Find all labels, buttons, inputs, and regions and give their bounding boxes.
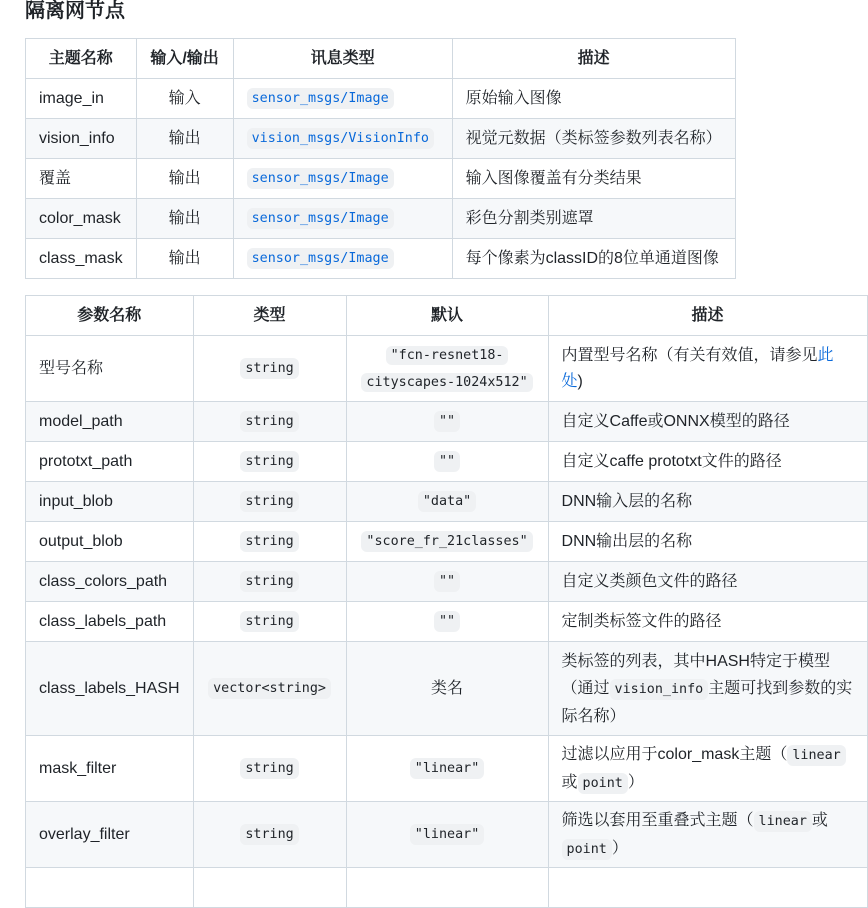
topics-header-row bbox=[26, 39, 736, 79]
param-name: class_labels_path bbox=[26, 602, 194, 642]
param-type: string bbox=[240, 758, 298, 779]
parameters-table bbox=[25, 295, 868, 908]
topic-io: 输入 bbox=[136, 79, 233, 119]
topic-io: 输出 bbox=[136, 159, 233, 199]
table-row bbox=[26, 402, 868, 442]
section-title: 隔离网节点 bbox=[25, 0, 125, 22]
inline-code: vision_info bbox=[610, 679, 709, 700]
param-default: "" bbox=[434, 451, 460, 472]
param-description: 自定义caffe prototxt文件的路径 bbox=[548, 442, 867, 482]
topic-name: class_mask bbox=[26, 239, 137, 279]
param-description: 自定义类颜色文件的路径 bbox=[548, 562, 867, 602]
param-name: class_labels_HASH bbox=[26, 642, 194, 736]
param-name: overlay_filter bbox=[26, 802, 194, 868]
topic-name: image_in bbox=[26, 79, 137, 119]
message-type-link[interactable]: sensor_msgs/Image bbox=[247, 88, 394, 109]
header-param-name: 参数名称 bbox=[26, 296, 194, 336]
table-row bbox=[26, 119, 736, 159]
param-default: "" bbox=[434, 611, 460, 632]
header-description: 描述 bbox=[548, 296, 867, 336]
params-header-row bbox=[26, 296, 868, 336]
topic-description: 视觉元数据（类标签参数列表名称） bbox=[452, 119, 735, 159]
topic-name: 覆盖 bbox=[26, 159, 137, 199]
param-type: string bbox=[240, 531, 298, 552]
table-row bbox=[26, 159, 736, 199]
topic-io: 输出 bbox=[136, 119, 233, 159]
param-type: string bbox=[240, 411, 298, 432]
param-name: model_path bbox=[26, 402, 194, 442]
header-type: 类型 bbox=[193, 296, 346, 336]
inline-code: linear bbox=[754, 811, 812, 832]
param-description: 过滤以应用于color_mask主题（ linear 或 point ） bbox=[548, 736, 867, 802]
param-type: string bbox=[240, 451, 298, 472]
param-type: string bbox=[240, 824, 298, 845]
param-description: 定制类标签文件的路径 bbox=[548, 602, 867, 642]
param-default: "fcn-resnet18- cityscapes-1024x512" bbox=[361, 342, 532, 396]
param-description: DNN输出层的名称 bbox=[548, 522, 867, 562]
topic-io: 输出 bbox=[136, 239, 233, 279]
message-type-link[interactable]: sensor_msgs/Image bbox=[247, 248, 394, 269]
table-row bbox=[26, 239, 736, 279]
table-row bbox=[26, 736, 868, 802]
param-default: "" bbox=[434, 411, 460, 432]
table-row bbox=[26, 199, 736, 239]
param-default: "linear" bbox=[410, 758, 485, 779]
topic-description: 输入图像覆盖有分类结果 bbox=[452, 159, 735, 199]
param-default: "score_fr_21classes" bbox=[361, 531, 532, 552]
topics-table bbox=[25, 38, 736, 279]
table-row bbox=[26, 522, 868, 562]
param-default: "linear" bbox=[410, 824, 485, 845]
topic-io: 输出 bbox=[136, 199, 233, 239]
header-io: 输入/输出 bbox=[136, 39, 233, 79]
param-name: mask_filter bbox=[26, 736, 194, 802]
param-description: 筛选以套用至重叠式主题（ linear 或 point ） bbox=[548, 802, 867, 868]
inline-code: point bbox=[578, 773, 628, 794]
inline-code: point bbox=[562, 839, 612, 860]
header-description: 描述 bbox=[452, 39, 735, 79]
header-message-type: 讯息类型 bbox=[233, 39, 452, 79]
param-name: input_blob bbox=[26, 482, 194, 522]
param-default: 类名 bbox=[346, 642, 548, 736]
models-link[interactable]: 此处 bbox=[561, 346, 834, 390]
table-row bbox=[26, 642, 868, 736]
table-row bbox=[26, 336, 868, 402]
message-type-link[interactable]: sensor_msgs/Image bbox=[247, 208, 394, 229]
param-type: string bbox=[240, 571, 298, 592]
param-type: string bbox=[240, 358, 298, 379]
header-topic-name: 主题名称 bbox=[26, 39, 137, 79]
table-row bbox=[26, 602, 868, 642]
message-type-link[interactable]: sensor_msgs/Image bbox=[247, 168, 394, 189]
table-row bbox=[26, 802, 868, 868]
param-description: DNN输入层的名称 bbox=[548, 482, 867, 522]
header-default: 默认 bbox=[346, 296, 548, 336]
table-row bbox=[26, 868, 868, 908]
param-description: 内置型号名称（有关有效值，请参见此处) bbox=[548, 336, 867, 402]
topic-description: 每个像素为classID的8位单通道图像 bbox=[452, 239, 735, 279]
table-row bbox=[26, 482, 868, 522]
message-type-link[interactable]: vision_msgs/VisionInfo bbox=[247, 128, 434, 149]
param-name: class_colors_path bbox=[26, 562, 194, 602]
inline-code: linear bbox=[787, 745, 845, 766]
param-type: string bbox=[240, 491, 298, 512]
param-name: prototxt_path bbox=[26, 442, 194, 482]
param-default: "" bbox=[434, 571, 460, 592]
topic-name: vision_info bbox=[26, 119, 137, 159]
param-name: output_blob bbox=[26, 522, 194, 562]
topic-name: color_mask bbox=[26, 199, 137, 239]
param-description: 类标签的列表，其中HASH特定于模型（通过 vision_info 主题可找到参数的实际名称） bbox=[548, 642, 867, 736]
param-name: 型号名称 bbox=[26, 336, 194, 402]
topic-description: 原始输入图像 bbox=[452, 79, 735, 119]
param-type: vector<string> bbox=[208, 678, 331, 699]
table-row bbox=[26, 442, 868, 482]
param-description: 自定义Caffe或ONNX模型的路径 bbox=[548, 402, 867, 442]
param-type: string bbox=[240, 611, 298, 632]
table-row bbox=[26, 562, 868, 602]
param-default: "data" bbox=[418, 491, 476, 512]
topic-description: 彩色分割类别遮罩 bbox=[452, 199, 735, 239]
table-row bbox=[26, 79, 736, 119]
